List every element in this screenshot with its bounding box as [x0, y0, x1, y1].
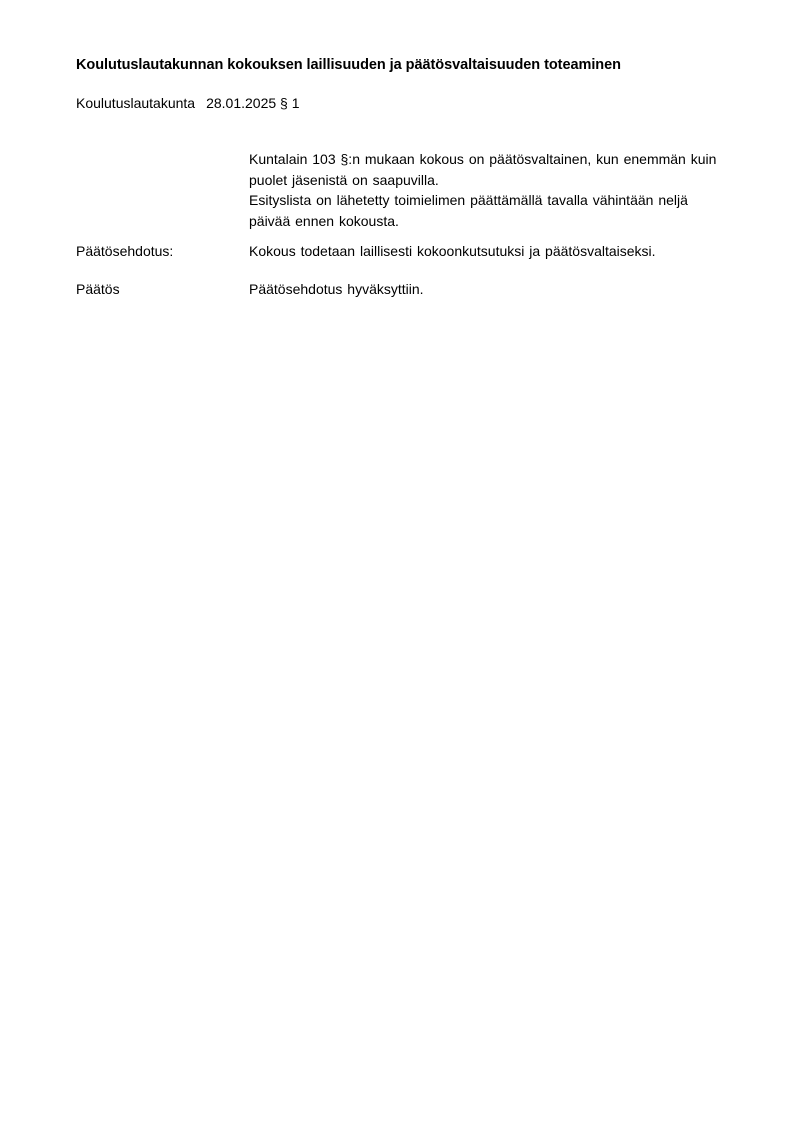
- meeting-reference: [76, 95, 300, 111]
- decision-text: Päätösehdotus hyväksyttiin.: [249, 281, 424, 297]
- proposal-label: Päätösehdotus:: [76, 243, 174, 259]
- proposal-content: [249, 241, 719, 262]
- intro-paragraph-agenda: Esityslista on lähetetty toimielimen päättämällä tavalla vähintään neljä päivää ennen kokousta.: [249, 192, 688, 229]
- decision-label: Päätös: [76, 281, 120, 297]
- proposal-text: Kokous todetaan laillisesti kokoonkutsutuksi ja päätösvaltaiseksi.: [249, 243, 656, 259]
- intro-paragraph-quorum: Kuntalain 103 §:n mukaan kokous on päätösvaltainen, kun enemmän kuin puolet jäsenistä on saapuvilla.: [249, 151, 717, 188]
- decision-content: [249, 279, 719, 300]
- meeting-date-section: 28.01.2025 § 1: [206, 95, 300, 111]
- committee-name: Koulutuslautakunta: [76, 95, 196, 111]
- intro-content: [249, 149, 719, 231]
- document-title: Koulutuslautakunnan kokouksen laillisuuden ja päätösvaltaisuuden toteaminen: [76, 57, 621, 73]
